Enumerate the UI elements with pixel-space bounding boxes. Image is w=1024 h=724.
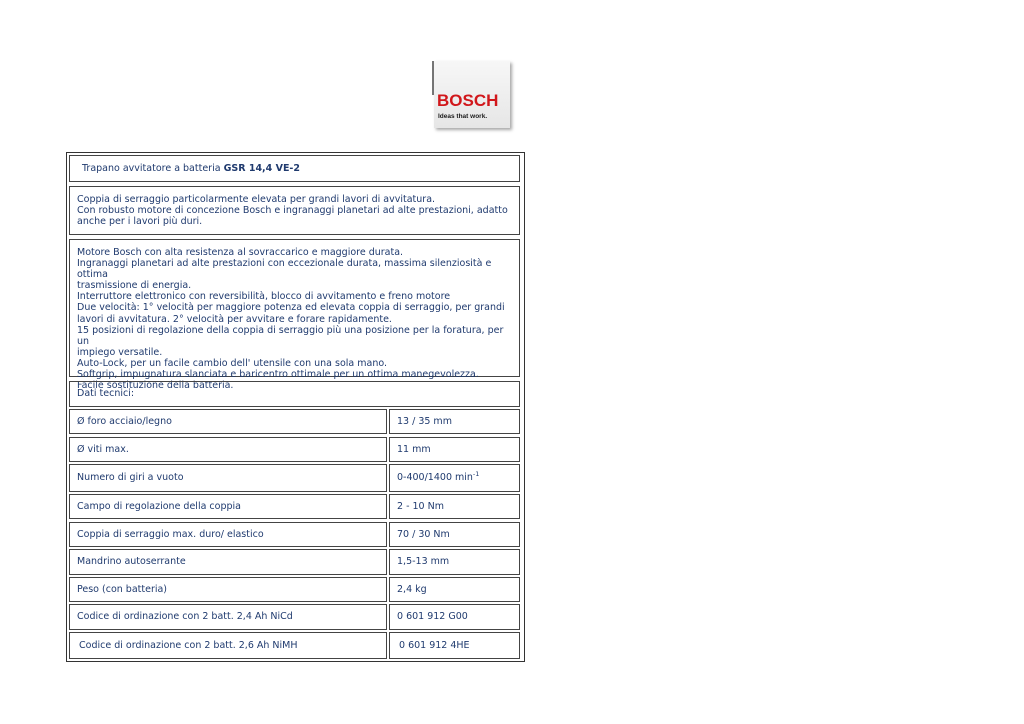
logo-brand: BOSCH xyxy=(437,91,499,110)
feature-line: Due velocità: 1° velocità per maggiore potenza ed elevata coppia di serraggio, per grandi xyxy=(77,302,505,314)
spec-label-cell xyxy=(69,632,387,659)
intro-cell xyxy=(69,186,520,235)
spec-label-cell xyxy=(69,604,387,630)
bosch-logo xyxy=(432,61,514,131)
feature-line: Softgrip, impugnatura slanciata e baricentro ottimale per un ottima manegevolezza. xyxy=(77,369,479,381)
product-title-cell xyxy=(69,155,520,182)
feature-line: trasmissione di energia. xyxy=(77,280,192,292)
spec-value: 0 601 912 G00 xyxy=(397,611,468,623)
spec-value: 11 mm xyxy=(397,443,431,455)
spec-label-cell xyxy=(69,549,387,575)
spec-value: 0-400/1400 $\min^{-1}$ xyxy=(397,470,480,484)
spec-label-cell xyxy=(69,437,387,462)
spec-value: 13 / 35 mm xyxy=(397,415,452,427)
spec-label: Mandrino autoserrante xyxy=(77,556,186,568)
feature-line: lavori di avvitatura. 2° velocità per avvitare e forare rapidamente. xyxy=(77,313,392,325)
feature-line: 15 posizioni di regolazione della coppia di serraggio più una posizione per la foratura, per un xyxy=(77,324,504,347)
spec-value-cell xyxy=(389,604,520,630)
spec-label-cell xyxy=(69,522,387,547)
spec-label-cell xyxy=(69,464,387,492)
spec-value: 0 601 912 4HE xyxy=(399,639,470,651)
spec-value-cell xyxy=(389,437,520,462)
spec-label: Codice di ordinazione con 2 batt. 2,6 Ah NiMH xyxy=(79,639,298,651)
spec-label: Numero di giri a vuoto xyxy=(77,472,184,484)
spec-label-cell xyxy=(69,577,387,602)
spec-value-cell xyxy=(389,577,520,602)
logo-plate xyxy=(434,61,510,128)
feature-line: Motore Bosch con alta resistenza al sovraccarico e maggiore durata. xyxy=(77,247,404,258)
spec-value-cell xyxy=(389,464,520,492)
spec-label: Coppia di serraggio max. duro/ elastico xyxy=(77,528,264,540)
features-cell xyxy=(69,239,520,392)
feature-line: Auto-Lock, per un facile cambio dell' utensile con una sola mano. xyxy=(77,357,388,369)
product-title-prefix: Trapano avvitatore a batteria xyxy=(82,162,221,174)
product-sheet-table xyxy=(66,152,525,662)
spec-label: Ø foro acciaio/legno xyxy=(77,415,172,427)
spec-label: Campo di regolazione della coppia xyxy=(77,500,241,512)
spec-label: Ø viti max. xyxy=(77,443,129,455)
spec-value: 2 - 10 Nm xyxy=(397,500,444,512)
spec-value-cell xyxy=(389,522,520,547)
spec-value: 2,4 kg xyxy=(397,583,427,595)
product-model: GSR 14,4 VE-2 xyxy=(223,162,300,174)
spec-label-cell xyxy=(69,494,387,519)
feature-line: impiego versatile. xyxy=(77,346,163,358)
logo-tagline: Ideas that work. xyxy=(438,113,488,120)
spec-value: 1,5-13 mm xyxy=(397,556,450,568)
intro-line: Coppia di serraggio particolarmente elevata per grandi lavori di avvitatura. xyxy=(77,194,436,205)
intro-line: anche per i lavori più duri. xyxy=(77,216,203,228)
spec-label: Codice di ordinazione con 2 batt. 2,4 Ah NiCd xyxy=(77,611,293,623)
specs-heading-cell xyxy=(69,381,520,407)
spec-value-cell xyxy=(389,549,520,575)
spec-value-cell xyxy=(389,632,520,659)
feature-line: Ingranaggi planetari ad alte prestazioni con eccezionale durata, massima silenziosità e ottima xyxy=(77,258,492,281)
feature-line: Interruttore elettronico con reversibilità, blocco di avvitamento e freno motore xyxy=(77,291,451,303)
spec-value-cell xyxy=(389,494,520,519)
spec-label-cell xyxy=(69,409,387,434)
intro-line: Con robusto motore di concezione Bosch e ingranaggi planetari ad alte prestazioni, adatto xyxy=(77,205,508,217)
spec-unit-exponent: -1 xyxy=(472,470,480,479)
spec-label: Peso (con batteria) xyxy=(77,583,168,595)
specs-heading: Dati tecnici: xyxy=(77,388,135,400)
spec-value: 70 / 30 Nm xyxy=(397,528,450,540)
feature-line: Facile sostituzione della batteria. xyxy=(77,380,234,392)
spec-value-cell xyxy=(389,409,520,434)
